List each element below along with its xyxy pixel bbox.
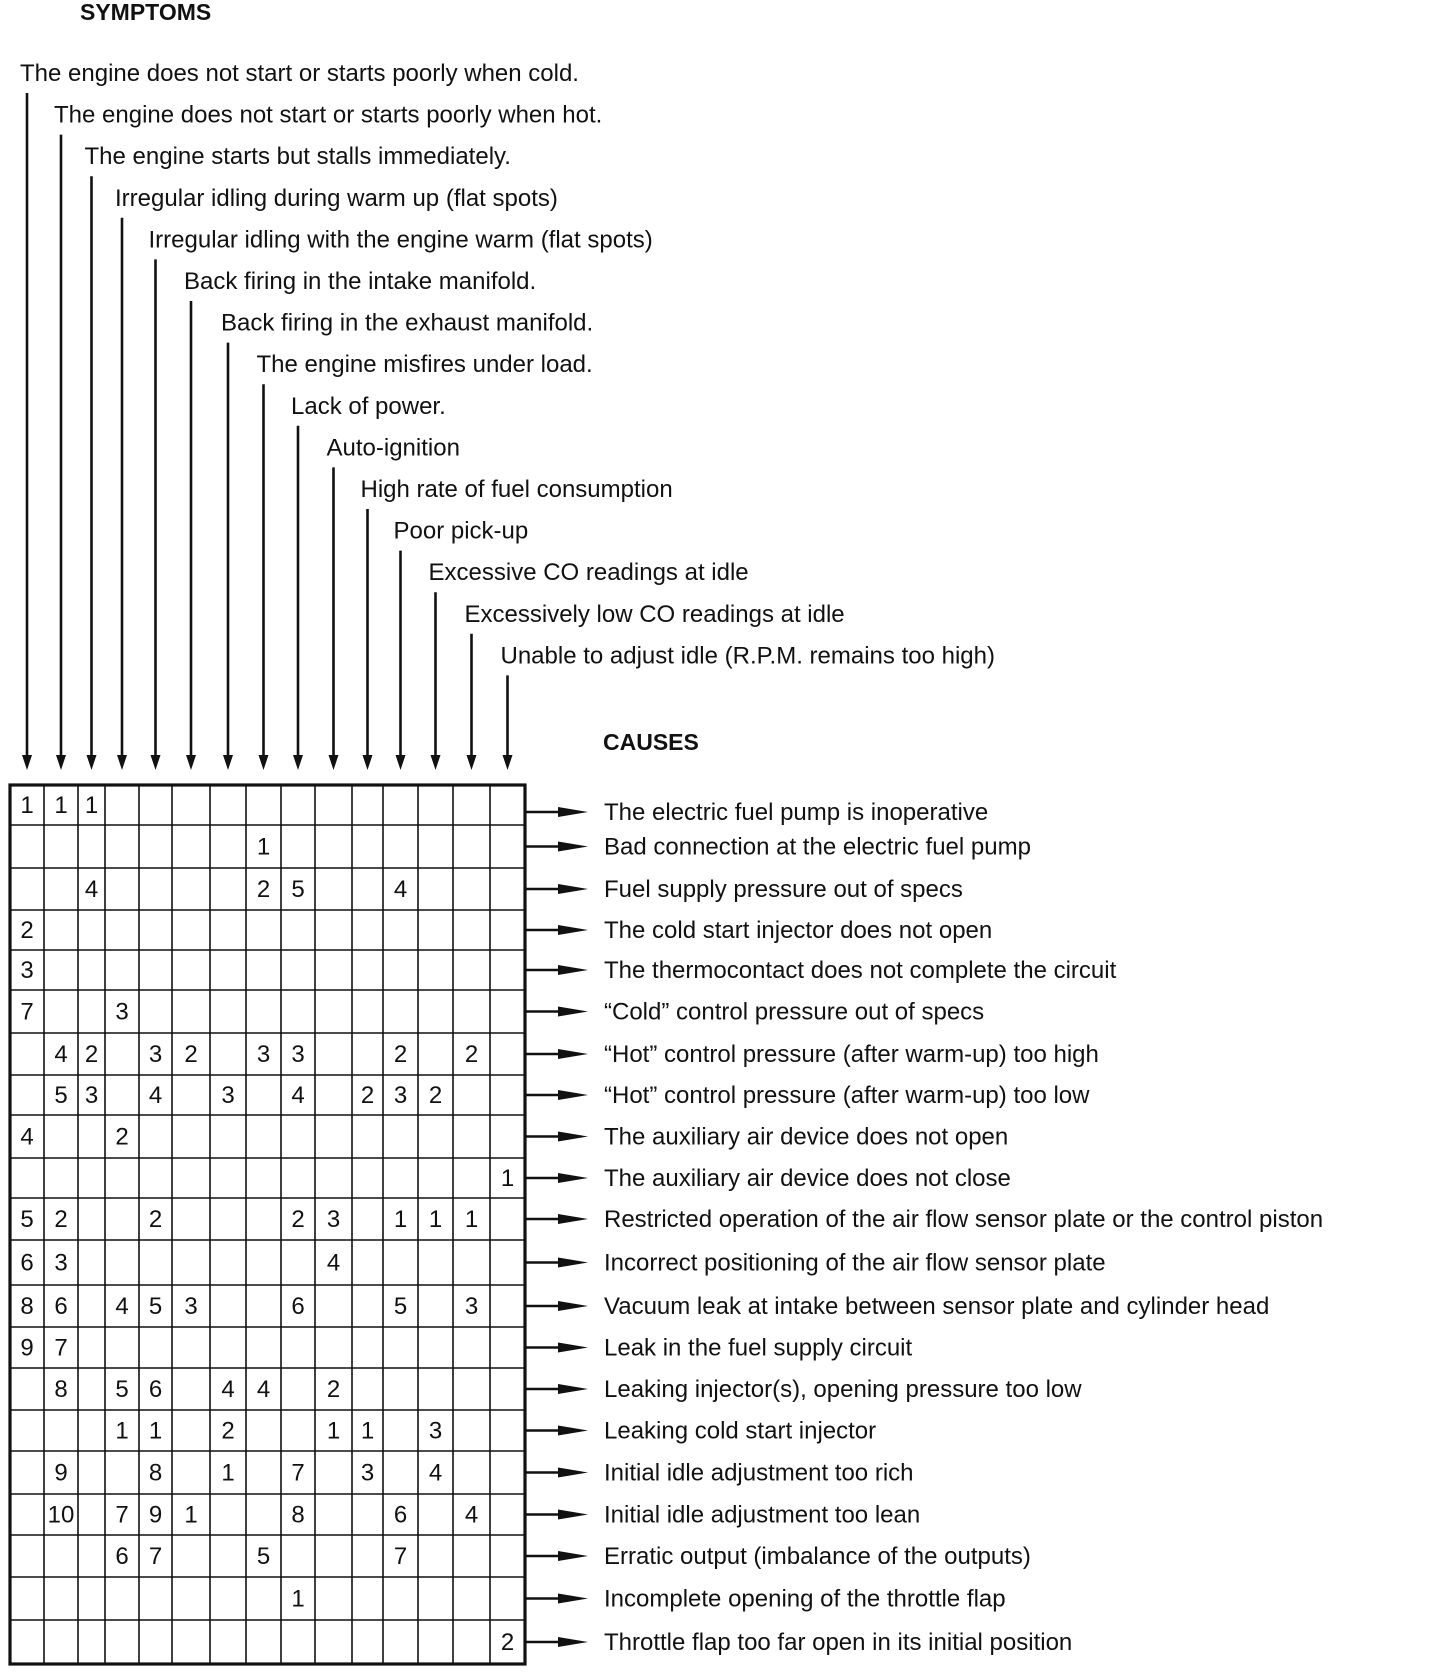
matrix-cell-value: 4 xyxy=(464,1501,479,1529)
matrix-cell-value: 7 xyxy=(115,1501,129,1529)
matrix-cell-value: 6 xyxy=(393,1501,408,1529)
matrix-cell-value: 1 xyxy=(256,833,271,861)
matrix-cell-value: 5 xyxy=(393,1293,408,1320)
matrix-cell-value: 6 xyxy=(54,1293,68,1320)
cause-label: “Hot” control pressure (after warm-up) too low xyxy=(604,1082,1090,1109)
matrix-cell-value: 1 xyxy=(221,1459,235,1487)
matrix-cell-value: 3 xyxy=(20,957,34,984)
arrow-down-icon xyxy=(431,755,441,770)
arrow-right-icon xyxy=(558,925,588,935)
matrix-cell-value: 4 xyxy=(256,1376,271,1403)
arrow-right-icon xyxy=(558,842,588,852)
cause-label: Leak in the fuel supply circuit xyxy=(604,1334,913,1362)
arrow-down-icon xyxy=(467,755,477,770)
matrix-cell-value: 4 xyxy=(291,1082,305,1109)
matrix-cell-value: 4 xyxy=(393,876,408,903)
symptom-label: Excessive CO readings at idle xyxy=(428,559,749,587)
matrix-cell-value: 2 xyxy=(360,1082,375,1109)
symptom-label: Back firing in the exhaust manifold. xyxy=(221,309,594,337)
cause-label: The thermocontact does not complete the circuit xyxy=(604,957,1117,984)
arrow-right-icon xyxy=(558,1426,588,1436)
arrow-down-icon xyxy=(329,755,339,770)
matrix-cell-value: 2 xyxy=(291,1206,305,1233)
cause-label: Incomplete opening of the throttle flap xyxy=(604,1585,1006,1613)
matrix-cell-value: 2 xyxy=(184,1041,198,1068)
matrix-cell-value: 4 xyxy=(221,1376,235,1403)
cause-label: Incorrect positioning of the air flow sensor plate xyxy=(604,1249,1106,1277)
grid-border xyxy=(10,785,525,1664)
matrix-cell-value: 1 xyxy=(500,1165,515,1192)
matrix-cell-value: 2 xyxy=(54,1206,68,1233)
cause-label: “Cold” control pressure out of specs xyxy=(604,998,985,1026)
matrix-cell-value: 7 xyxy=(393,1543,408,1570)
matrix-cell-value: 3 xyxy=(184,1293,198,1320)
matrix-cell-value: 6 xyxy=(148,1376,163,1403)
arrow-right-icon xyxy=(558,1594,588,1604)
cause-label: The auxiliary air device does not close xyxy=(604,1165,1011,1192)
cause-label: The cold start injector does not open xyxy=(604,917,993,944)
matrix-cell-value: 5 xyxy=(20,1206,34,1233)
arrow-right-icon xyxy=(558,1551,588,1561)
matrix-cell-value: 3 xyxy=(115,998,129,1026)
symptom-label: The engine does not start or starts poorly when hot. xyxy=(54,101,603,129)
matrix-cell-value: 6 xyxy=(20,1249,34,1277)
matrix-cell-value: 3 xyxy=(291,1041,305,1068)
arrow-down-icon xyxy=(151,755,161,770)
matrix-cell-value: 1 xyxy=(428,1206,443,1233)
matrix-cell-value: 4 xyxy=(148,1082,163,1109)
matrix-cell-value: 1 xyxy=(393,1206,408,1233)
cause-list xyxy=(525,799,1323,1656)
matrix-cell-value: 1 xyxy=(291,1585,305,1613)
symptom-label: The engine does not start or starts poorly when cold. xyxy=(20,60,579,87)
cause-label: Throttle flap too far open in its initial position xyxy=(604,1629,1073,1656)
cause-label: Erratic output (imbalance of the outputs) xyxy=(604,1543,1031,1570)
cause-label: Bad connection at the electric fuel pump xyxy=(604,833,1031,861)
matrix-cell-value: 3 xyxy=(256,1041,271,1068)
matrix-cell-value: 3 xyxy=(428,1417,443,1445)
symptom-label: High rate of fuel consumption xyxy=(360,476,673,503)
matrix-cell-value: 8 xyxy=(54,1376,68,1403)
matrix-cell-value: 7 xyxy=(291,1459,305,1487)
cause-label: Restricted operation of the air flow sensor plate or the control piston xyxy=(604,1206,1324,1233)
matrix-cell-value: 3 xyxy=(148,1041,163,1068)
cause-label: “Hot” control pressure (after warm-up) too high xyxy=(604,1041,1099,1068)
matrix-cell-value: 6 xyxy=(291,1293,305,1320)
arrow-down-icon xyxy=(293,755,303,770)
symptom-cause-matrix xyxy=(10,785,525,1664)
arrow-down-icon xyxy=(56,755,66,770)
matrix-cell-value: 1 xyxy=(54,792,68,819)
symptom-label: Unable to adjust idle (R.P.M. remains too high) xyxy=(500,642,995,670)
arrow-right-icon xyxy=(558,1301,588,1311)
cause-label: The electric fuel pump is inoperative xyxy=(604,799,989,826)
arrow-down-icon xyxy=(117,755,127,770)
arrow-down-icon xyxy=(396,755,406,770)
arrow-down-icon xyxy=(259,755,269,770)
symptom-label: Irregular idling with the engine warm (flat spots) xyxy=(148,226,653,254)
symptom-label: The engine misfires under load. xyxy=(256,351,593,379)
matrix-cell-value: 4 xyxy=(428,1459,443,1487)
matrix-cell-value: 1 xyxy=(115,1417,129,1445)
arrow-right-icon xyxy=(558,1090,588,1100)
arrow-down-icon xyxy=(223,755,233,770)
matrix-cell-value: 10 xyxy=(47,1501,75,1529)
arrow-down-icon xyxy=(363,755,373,770)
matrix-cell-value: 1 xyxy=(148,1417,163,1445)
matrix-cell-value: 5 xyxy=(115,1376,129,1403)
matrix-cell-value: 4 xyxy=(326,1249,341,1277)
matrix-cell-value: 4 xyxy=(115,1293,129,1320)
arrow-down-icon xyxy=(503,755,513,770)
matrix-cell-value: 1 xyxy=(20,792,34,819)
matrix-cell-value: 2 xyxy=(464,1041,479,1068)
arrow-right-icon xyxy=(558,1049,588,1059)
arrow-down-icon xyxy=(22,755,32,770)
symptom-label: The engine starts but stalls immediately. xyxy=(84,143,511,171)
arrow-right-icon xyxy=(558,1510,588,1520)
matrix-cells xyxy=(20,792,514,1656)
matrix-cell-value: 2 xyxy=(500,1629,515,1656)
arrow-right-icon xyxy=(558,1468,588,1478)
arrow-right-icon xyxy=(558,807,588,817)
matrix-cell-value: 5 xyxy=(256,1543,271,1570)
arrow-right-icon xyxy=(558,884,588,894)
arrow-right-icon xyxy=(558,1384,588,1394)
matrix-cell-value: 3 xyxy=(360,1459,375,1487)
arrow-right-icon xyxy=(558,1214,588,1224)
matrix-cell-value: 3 xyxy=(464,1293,479,1320)
matrix-cell-value: 9 xyxy=(148,1501,163,1529)
matrix-cell-value: 2 xyxy=(256,876,271,903)
matrix-cell-value: 6 xyxy=(115,1543,129,1570)
arrow-right-icon xyxy=(558,1007,588,1017)
matrix-cell-value: 2 xyxy=(428,1082,443,1109)
symptom-label: Excessively low CO readings at idle xyxy=(464,600,845,628)
cause-label: Vacuum leak at intake between sensor plate and cylinder head xyxy=(604,1293,1270,1320)
matrix-cell-value: 5 xyxy=(54,1082,68,1109)
matrix-cell-value: 7 xyxy=(20,998,34,1026)
cause-label: Initial idle adjustment too lean xyxy=(604,1501,921,1529)
symptoms-heading: SYMPTOMS xyxy=(80,0,212,25)
matrix-cell-value: 2 xyxy=(393,1041,408,1068)
matrix-cell-value: 3 xyxy=(393,1082,408,1109)
matrix-cell-value: 7 xyxy=(148,1543,163,1570)
causes-heading: CAUSES xyxy=(603,729,699,755)
matrix-cell-value: 3 xyxy=(326,1206,341,1233)
matrix-cell-value: 8 xyxy=(291,1501,305,1529)
cause-label: Fuel supply pressure out of specs xyxy=(604,876,963,903)
matrix-cell-value: 3 xyxy=(54,1249,68,1277)
matrix-cell-value: 1 xyxy=(184,1501,198,1529)
matrix-cell-value: 1 xyxy=(84,792,99,819)
matrix-cell-value: 4 xyxy=(20,1123,34,1151)
arrow-right-icon xyxy=(558,965,588,975)
matrix-cell-value: 4 xyxy=(84,876,99,903)
matrix-cell-value: 8 xyxy=(148,1459,163,1487)
arrow-right-icon xyxy=(558,1343,588,1353)
matrix-cell-value: 3 xyxy=(84,1082,99,1109)
cause-label: Leaking cold start injector xyxy=(604,1417,877,1445)
symptom-label: Poor pick-up xyxy=(393,517,529,545)
matrix-cell-value: 2 xyxy=(20,917,34,944)
matrix-cell-value: 8 xyxy=(20,1293,34,1320)
cause-label: The auxiliary air device does not open xyxy=(604,1123,1009,1151)
matrix-cell-value: 9 xyxy=(20,1334,34,1362)
matrix-cell-value: 1 xyxy=(360,1417,375,1445)
arrow-right-icon xyxy=(558,1637,588,1647)
arrow-right-icon xyxy=(558,1258,588,1268)
matrix-cell-value: 7 xyxy=(54,1334,68,1362)
matrix-cell-value: 2 xyxy=(326,1376,341,1403)
arrow-down-icon xyxy=(186,755,196,770)
symptom-list xyxy=(20,60,995,770)
matrix-cell-value: 5 xyxy=(291,876,305,903)
arrow-down-icon xyxy=(87,755,97,770)
symptom-label: Irregular idling during warm up (flat spots) xyxy=(115,184,558,212)
symptom-label: Back firing in the intake manifold. xyxy=(184,268,537,295)
cause-label: Leaking injector(s), opening pressure too low xyxy=(604,1376,1082,1403)
matrix-cell-value: 5 xyxy=(148,1293,163,1320)
matrix-cell-value: 2 xyxy=(221,1417,235,1445)
matrix-cell-value: 9 xyxy=(54,1459,68,1487)
matrix-cell-value: 1 xyxy=(326,1417,341,1445)
cause-label: Initial idle adjustment too rich xyxy=(604,1459,914,1487)
matrix-cell-value: 1 xyxy=(464,1206,479,1233)
arrow-right-icon xyxy=(558,1173,588,1183)
arrow-right-icon xyxy=(558,1132,588,1142)
symptom-label: Lack of power. xyxy=(291,392,446,420)
matrix-cell-value: 2 xyxy=(148,1206,163,1233)
matrix-cell-value: 3 xyxy=(221,1082,235,1109)
matrix-cell-value: 4 xyxy=(54,1041,68,1068)
symptom-label: Auto-ignition xyxy=(326,434,460,462)
matrix-cell-value: 2 xyxy=(84,1041,99,1068)
matrix-cell-value: 2 xyxy=(115,1123,129,1151)
